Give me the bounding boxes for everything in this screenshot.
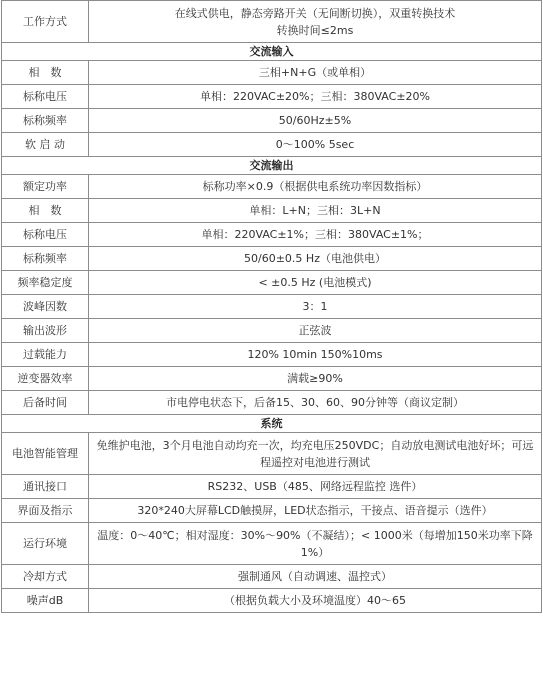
label-cell: 后备时间 [2,391,89,415]
label-cell: 过载能力 [2,343,89,367]
section-heading: 系统 [2,415,542,433]
value-cell [89,523,542,565]
section-ac-input [2,43,542,61]
table-row [2,319,542,343]
environment-line-1: 温度：0～40℃；相对湿度：30%～90%（不凝结）；< 1000米（每增加150米功率下降 [97,528,533,542]
value-cell: 单相：L+N；三相：3L+N [89,199,542,223]
value-cell: 单相：220VAC±1%；三相：380VAC±1%； [89,223,542,247]
label-cell: 界面及指示 [2,499,89,523]
label-cell: 逆变器效率 [2,367,89,391]
label-cell: 相 数 [2,61,89,85]
row-comm-interface [2,475,542,499]
value-cell: 满载≥90% [89,367,542,391]
work-mode-line-2: 转换时间≤2ms [276,23,354,37]
row-display [2,499,542,523]
table-row [2,85,542,109]
table-row [2,391,542,415]
label-cell: 标称频率 [2,109,89,133]
spec-table [1,0,542,613]
section-heading: 交流输出 [2,157,542,175]
value-cell: 市电停电状态下，后备15、30、60、90分钟等（商议定制） [89,391,542,415]
battery-line-2: 程遥控对电池进行测试 [260,455,370,469]
value-cell: 50/60Hz±5% [89,109,542,133]
table-row [2,367,542,391]
label-cell: 软 启 动 [2,133,89,157]
value-cell [89,433,542,475]
section-system [2,415,542,433]
value-cell: 标称功率×0.9（根据供电系统功率因数指标） [89,175,542,199]
value-cell: 320*240大屏幕LCD触摸屏，LED状态指示，干接点、语音提示（选件） [89,499,542,523]
row-environment [2,523,542,565]
table-row [2,343,542,367]
label-cell: 标称电压 [2,85,89,109]
section-heading: 交流输入 [2,43,542,61]
label-cell: 冷却方式 [2,565,89,589]
battery-line-1: 免维护电池，3个月电池自动均充一次，均充电压250VDC；自动放电测试电池好坏；可远 [96,438,534,452]
table-row [2,271,542,295]
value-cell: 0～100% 5sec [89,133,542,157]
table-row [2,109,542,133]
label-cell: 额定功率 [2,175,89,199]
table-row [2,295,542,319]
label-cell: 通讯接口 [2,475,89,499]
value-cell: 强制通风（自动调速、温控式） [89,565,542,589]
table-row [2,175,542,199]
row-noise [2,589,542,613]
label-cell: 频率稳定度 [2,271,89,295]
value-cell: 120% 10min 150%10ms [89,343,542,367]
value-cell [89,1,542,43]
label-cell: 波峰因数 [2,295,89,319]
value-cell: 正弦波 [89,319,542,343]
row-battery-management [2,433,542,475]
label-cell: 标称电压 [2,223,89,247]
table-row [2,133,542,157]
label-cell: 相 数 [2,199,89,223]
label-cell: 工作方式 [2,1,89,43]
label-cell: 标称频率 [2,247,89,271]
table-row [2,199,542,223]
value-cell: 50/60±0.5 Hz（电池供电） [89,247,542,271]
section-ac-output [2,157,542,175]
label-cell: 噪声dB [2,589,89,613]
table-row [2,61,542,85]
value-cell: 3：1 [89,295,542,319]
table-row [2,247,542,271]
value-cell: 三相+N+G（或单相） [89,61,542,85]
row-cooling [2,565,542,589]
value-cell: < ±0.5 Hz (电池模式) [89,271,542,295]
environment-line-2: 1%） [300,545,330,559]
spec-sheet [1,0,542,613]
value-cell: （根据负载大小及环境温度）40～65 [89,589,542,613]
label-cell: 运行环境 [2,523,89,565]
work-mode-line-1: 在线式供电，静态旁路开关（无间断切换），双重转换技术 [174,6,456,20]
row-work-mode [2,1,542,43]
label-cell: 电池智能管理 [2,433,89,475]
table-row [2,223,542,247]
value-cell: RS232、USB（485、网络远程监控 选件） [89,475,542,499]
label-cell: 输出波形 [2,319,89,343]
value-cell: 单相：220VAC±20%；三相：380VAC±20% [89,85,542,109]
